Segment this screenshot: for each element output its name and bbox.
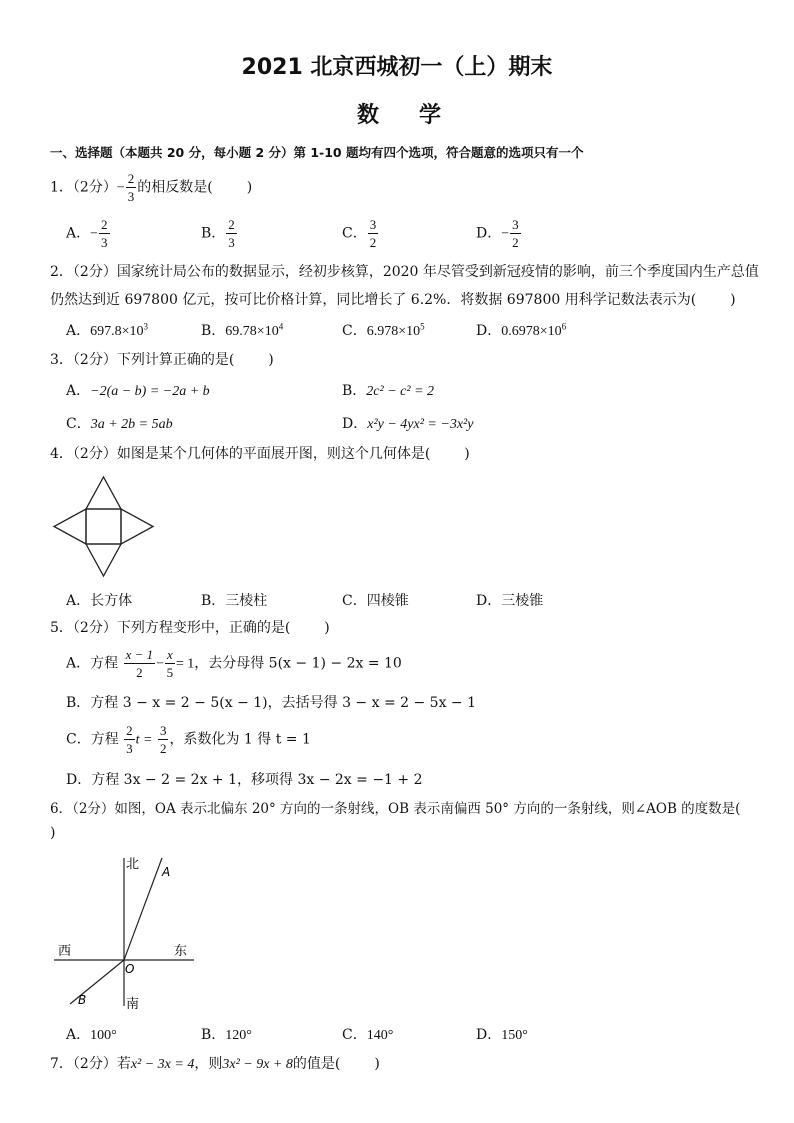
question-6-line-2: ) <box>50 825 56 841</box>
east-label: 东 <box>174 944 188 959</box>
point-a-label: A <box>162 865 171 879</box>
subject-title: 数学 <box>357 103 482 128</box>
north-label: 北 <box>126 857 140 872</box>
q4-option-a[interactable]: A．长方体 <box>66 593 133 609</box>
q1-option-a[interactable]: A．− $\frac{2}{3}$ <box>66 217 108 250</box>
ray-oa <box>124 858 162 960</box>
question-1: 1．（2分）− $\frac{2}{3}$ 的相反数是( ) <box>50 171 253 204</box>
net-right-triangle <box>121 509 153 544</box>
q1-option-b[interactable]: B． $\frac{2}{3}$ <box>201 217 235 250</box>
page-title: 2021 北京西城初一（上）期末 <box>241 55 553 80</box>
q5-option-c[interactable]: C．方程 $\frac{2}{3}$ t = $\frac{3}{2}$ ，系数化为 1 得 t = 1 <box>66 723 311 756</box>
net-bottom-triangle <box>86 544 121 576</box>
compass-figure <box>50 852 200 1012</box>
q3-option-a[interactable]: A．−2(a − b) = −2a + b <box>66 383 210 399</box>
question-4: 4．（2分）如图是某个几何体的平面展开图，则这个几何体是( ) <box>50 446 470 462</box>
question-2-line-1: 2．（2分）国家统计局公布的数据显示，经初步核算，2020 年尽管受到新冠疫情的影响，前三个季度国内生产总值 <box>50 264 759 280</box>
q1-option-c[interactable]: C． $\frac{3}{2}$ <box>342 217 377 250</box>
q2-option-d[interactable]: D．$0.6978\times 10^6$ <box>476 321 567 339</box>
q6-option-b[interactable]: B．120° <box>201 1027 252 1043</box>
q1-prefix: 1．（2分） <box>50 179 117 196</box>
question-5: 5．（2分）下列方程变形中，正确的是( ) <box>50 620 330 636</box>
net-left-triangle <box>54 509 86 544</box>
net-top-triangle <box>86 477 121 509</box>
q1-fraction: $\frac{2}{3}$ <box>127 171 135 204</box>
q6-option-a[interactable]: A．100° <box>66 1027 117 1043</box>
q5-option-d[interactable]: D．方程 3x − 2 = 2x + 1，移项得 3x − 2x = −1 + 2 <box>66 772 423 788</box>
q4-option-c[interactable]: C．四棱锥 <box>342 593 409 609</box>
q1-option-d[interactable]: D．− $\frac{3}{2}$ <box>476 217 519 250</box>
q5-option-a[interactable]: A．方程 $\frac{x - 1}{2}$ − $\frac{x}{5}$ = 1，去分母得 5(x − 1) − 2x = 10 <box>66 647 402 680</box>
question-3: 3．（2分）下列计算正确的是( ) <box>50 352 274 368</box>
q2-option-c[interactable]: C．$6.978\times 10^5$ <box>342 321 425 339</box>
question-2-line-2: 仍然达到近 697800 亿元，按可比价格计算，同比增长了 6.2%．将数据 697800 用科学记数法表示为( ) <box>50 292 736 308</box>
west-label: 西 <box>58 944 72 959</box>
q1-stem: 的相反数是( <box>137 179 213 196</box>
q5-option-b[interactable]: B．方程 3 − x = 2 − 5(x − 1)，去括号得 3 − x = 2 − 5x − 1 <box>66 695 477 711</box>
q3-option-c[interactable]: C．3a + 2b = 5ab <box>66 416 173 432</box>
south-label: 南 <box>126 997 140 1012</box>
q3-option-b[interactable]: B．2c² − c² = 2 <box>342 383 435 399</box>
q2-option-b[interactable]: B．$69.78\times 10^4$ <box>201 321 284 339</box>
q6-option-c[interactable]: C．140° <box>342 1027 394 1043</box>
pyramid-net-figure <box>50 472 160 582</box>
point-o-label: O <box>125 962 135 976</box>
question-6-line-1: 6．（2分）如图，OA 表示北偏东 20° 方向的一条射线，OB 表示南偏西 50° 方向的一条射线，则∠AOB 的度数是( <box>50 801 741 817</box>
question-7: 7．（2分）若x² − 3x = 4，则3x² − 9x + 8的值是( ) <box>50 1056 380 1072</box>
q3-option-d[interactable]: D．x²y − 4yx² = −3x²y <box>342 416 474 432</box>
q2-option-a[interactable]: A．$697.8\times 10^3$ <box>66 321 149 339</box>
q1-sign: − <box>116 180 125 196</box>
net-base-square <box>86 509 121 544</box>
point-b-label: B <box>78 993 87 1007</box>
q4-option-d[interactable]: D．三棱锥 <box>476 593 544 609</box>
q4-option-b[interactable]: B．三棱柱 <box>201 593 268 609</box>
section-heading: 一、选择题（本题共 20 分，每小题 2 分）第 1-10 题均有四个选项，符合题意的选项只有一个 <box>50 145 584 160</box>
q6-option-d[interactable]: D．150° <box>476 1027 528 1043</box>
